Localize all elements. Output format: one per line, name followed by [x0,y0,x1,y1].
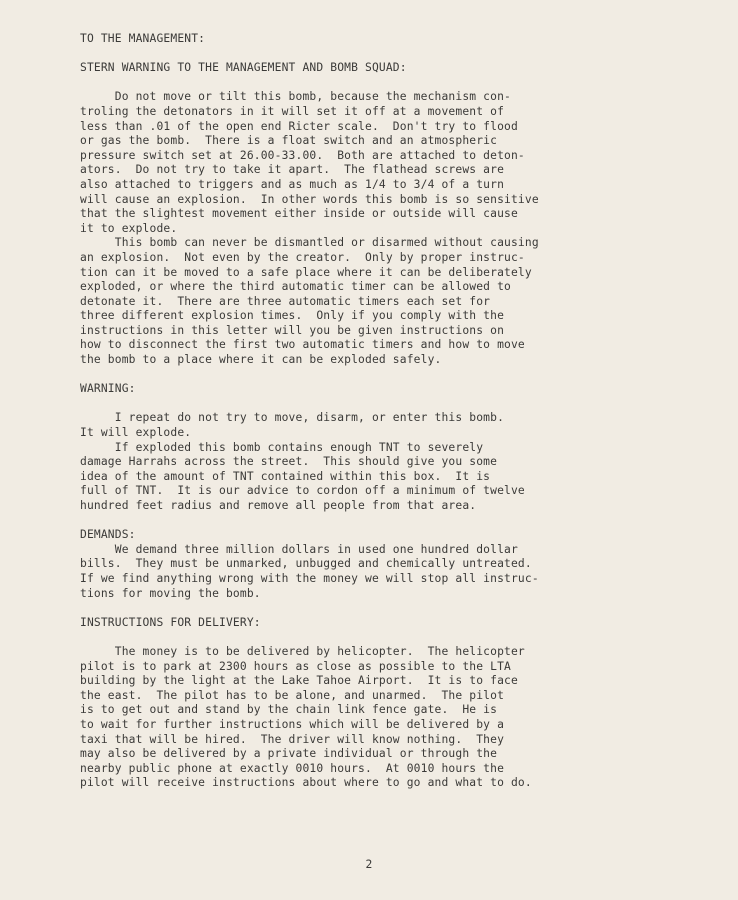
text-line: hundred feet radius and remove all people from that area. [80,499,477,512]
text-line: If we find anything wrong with the money we will stop all instruc- [80,571,539,585]
text-line: tions for moving the bomb. [80,586,261,600]
text-line: troling the detonators in it will set it off at a movement of [80,104,505,118]
heading-delivery: INSTRUCTIONS FOR DELIVERY: [80,615,261,629]
text-line: This bomb can never be dismantled or disarmed without causing [80,236,539,250]
text-line: the east. The pilot has to be alone, and unarmed. The pilot [80,688,505,702]
text-line: less than .01 of the open end Ricter scale. Don't try to flood [80,119,518,133]
text-line: nearby public phone at exactly 0010 hours. At 0010 hours the [80,761,505,775]
text-line: tion can it be moved to a safe place where it can be deliberately [80,265,532,279]
text-line: If exploded this bomb contains enough TNT to severely [80,440,484,454]
paragraph-do-not-move [80,90,704,236]
text-line: I repeat do not try to move, disarm, or enter this bomb. [80,411,505,425]
text-line: exploded, or where the third automatic timer can be allowed to [80,280,511,294]
heading-to-management: TO THE MANAGEMENT: [80,32,206,45]
text-line: the bomb to a place where it can be exploded safely. [80,353,442,367]
text-line: idea of the amount of TNT contained within this box. It is [80,469,491,483]
text-line: full of TNT. It is our advice to cordon off a minimum of twelve [80,484,525,498]
text-line: pressure switch set at 26.00-33.00. Both are attached to deton- [80,148,525,162]
heading-stern-warning: STERN WARNING TO THE MANAGEMENT AND BOMB SQUAD: [80,61,407,75]
heading-demands: DEMANDS: [80,528,136,542]
paragraph-never-dismantled [80,236,704,367]
heading-warning: WARNING: [80,382,136,396]
paragraph-tnt [80,441,704,514]
text-line: detonate it. There are three automatic timers each set for [80,294,491,308]
text-line: The money is to be delivered by helicopter. The helicopter [80,644,525,658]
text-line: pilot is to park at 2300 hours as close as possible to the LTA [80,659,511,673]
text-line: or gas the bomb. There is a float switch and an atmospheric [80,134,498,148]
text-line: bills. They must be unmarked, unbugged and chemically untreated. [80,557,532,571]
text-line: We demand three million dollars in used one hundred dollar [80,542,518,556]
text-line: is to get out and stand by the chain link fence gate. He is [80,703,498,717]
text-line: Do not move or tilt this bomb, because the mechanism con- [80,90,511,104]
text-line: pilot will receive instructions about where to go and what to do. [80,776,532,790]
paragraph-demands [80,543,704,601]
text-line: building by the light at the Lake Tahoe Airport. It is to face [80,674,518,688]
text-line: instructions in this letter will you be given instructions on [80,323,505,337]
text-line: how to disconnect the first two automatic timers and how to move [80,338,525,352]
paragraph-delivery [80,645,704,791]
text-line: It will explode. [80,426,192,440]
text-line: also attached to triggers and as much as 1/4 to 3/4 of a turn [80,177,505,191]
text-line: may also be delivered by a private individual or through the [80,747,498,761]
text-line: ators. Do not try to take it apart. The flathead screws are [80,163,505,177]
text-line: that the slightest movement either inside or outside will cause [80,207,518,221]
text-line: an explosion. Not even by the creator. Only by proper instruc- [80,250,525,264]
text-line: three different explosion times. Only if you comply with the [80,309,505,323]
text-line: it to explode. [80,221,178,235]
text-line: taxi that will be hired. The driver will know nothing. They [80,732,505,746]
text-line: will cause an explosion. In other words this bomb is so sensitive [80,192,539,206]
paragraph-repeat [80,411,704,440]
text-line: to wait for further instructions which will be delivered by a [80,717,505,731]
text-line: damage Harrahs across the street. This should give you some [80,455,498,469]
page-number: 2 [365,858,373,871]
